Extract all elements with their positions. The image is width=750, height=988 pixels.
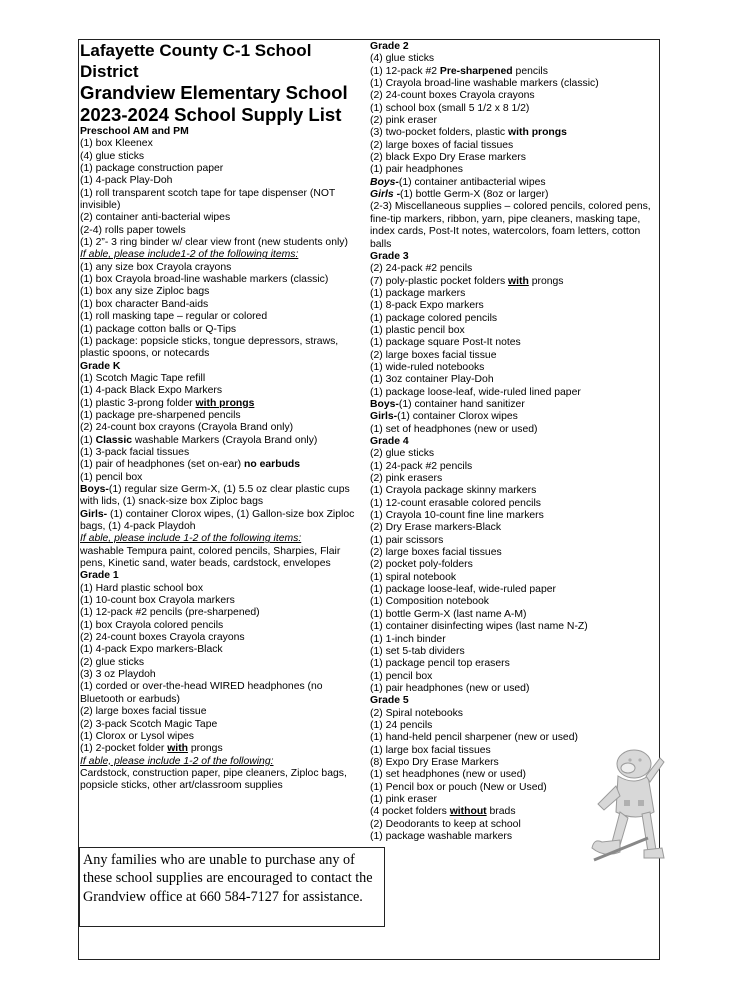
- list-item: (2) large boxes of facial tissues: [370, 139, 514, 151]
- list-item: (2) large boxes facial tissues: [370, 547, 502, 559]
- list-item: (1) package square Post-It notes: [370, 337, 521, 349]
- list-item: Cardstock, construction paper, pipe cleaners, Ziploc bags, popsicle sticks, other art/classroom supplies: [80, 767, 347, 792]
- emphasis-text: with prongs: [508, 127, 567, 139]
- list-item: (1) 12-count erasable colored pencils: [370, 497, 541, 509]
- list-item: (1) package pencil top erasers: [370, 658, 510, 670]
- list-item: (2) pink erasers: [370, 473, 443, 485]
- emphasis-text: Pre-sharpened: [439, 65, 513, 77]
- list-item: (1) pencil box: [80, 471, 143, 483]
- list-item: (1) box character Band-aids: [80, 298, 209, 310]
- left-column: [80, 41, 367, 793]
- list-item: (3) 3 oz Playdoh: [80, 669, 156, 681]
- grade1-heading: Grade 1: [80, 570, 119, 582]
- list-item: (1) Crayola broad-line washable markers (classic): [370, 78, 599, 90]
- list-item: (1) 4-pack Play-Doh: [80, 175, 173, 187]
- list-item: (1) Scotch Magic Tape refill: [80, 372, 206, 384]
- list-item: (1) hand-held pencil sharpener (new or used): [370, 732, 578, 744]
- preschool-heading: Preschool AM and PM: [80, 126, 189, 137]
- list-item: (2) container anti-bacterial wipes: [80, 212, 231, 224]
- item-text: prongs: [188, 743, 223, 755]
- list-item: (1) 3-pack facial tissues: [80, 446, 190, 458]
- emphasis-text: no earbuds: [244, 459, 301, 471]
- list-item: (1) pink eraser: [370, 793, 437, 805]
- item-text: (1) container hand sanitizer: [398, 398, 525, 410]
- list-item: (2) pink eraser: [370, 115, 437, 127]
- list-item: (1) package pre-sharpened pencils: [80, 409, 241, 421]
- list-item: (2) 24-count boxes Crayola crayons: [370, 90, 535, 102]
- item-text: (1) container Clorox wipes: [397, 411, 518, 423]
- list-item: (1) school box (small 5 1/2 x 8 1/2): [370, 102, 530, 114]
- list-item: [80, 398, 367, 410]
- list-item: (1) 24 pencils: [370, 719, 433, 731]
- item-text: washable Markers (Crayola Brand only): [132, 434, 318, 446]
- boys-label: Boys-: [370, 398, 399, 410]
- list-item: [80, 484, 367, 509]
- gradek-optional-note: If able, please include 1-2 of the following items:: [80, 533, 302, 545]
- item-text: pencils: [512, 65, 548, 77]
- list-item: (1) package colored pencils: [370, 312, 498, 324]
- list-item: (1) large box facial tissues: [370, 744, 491, 756]
- list-item: (1) box Crayola broad-line washable markers (classic): [80, 274, 329, 286]
- boys-label: Boys-: [370, 176, 399, 188]
- list-item: (1) Composition notebook: [370, 596, 489, 608]
- list-item: (2) 24-count box crayons (Crayola Brand only): [80, 422, 294, 434]
- list-item: (1) box any size Ziploc bags: [80, 286, 210, 298]
- emphasis-text: with prongs: [195, 397, 255, 409]
- list-item: [370, 66, 658, 78]
- item-text: (4 pocket folders: [370, 806, 450, 818]
- list-item: (1) 24-pack #2 pencils: [370, 460, 473, 472]
- list-item: (2) pocket poly-folders: [370, 559, 473, 571]
- list-item: (1) roll transparent scotch tape for tape dispenser (NOT invisible): [80, 187, 336, 212]
- list-item: (1) pencil box: [370, 670, 433, 682]
- list-item: (1) package washable markers: [370, 831, 513, 842]
- list-item: (4) glue sticks: [370, 53, 435, 65]
- item-text: prongs: [528, 275, 564, 287]
- list-item: (1) set 5-tab dividers: [370, 645, 465, 657]
- emphasis-text: with: [508, 275, 529, 287]
- girls-label: Girls -: [370, 189, 401, 201]
- list-item: (1) Crayola package skinny markers: [370, 485, 537, 497]
- list-item: (1) package cotton balls or Q-Tips: [80, 323, 237, 335]
- list-title: 2023-2024 School Supply List: [80, 104, 342, 125]
- list-item: (1) pair scissors: [370, 534, 444, 546]
- list-item: (1) set headphones (new or used): [370, 769, 526, 781]
- list-item: (1) package markers: [370, 287, 466, 299]
- assistance-notice: Any families who are unable to purchase any of these school supplies are encouraged to contact the Grandview office at 660 584-7127 for assistance.: [79, 847, 385, 927]
- list-item: (1) 3oz container Play-Doh: [370, 374, 494, 386]
- item-text: (1) bottle Germ-X (8oz or larger): [400, 189, 549, 201]
- list-item: [80, 435, 367, 447]
- list-item: (1) box Kleenex: [80, 138, 153, 150]
- item-text: (1): [80, 434, 96, 446]
- list-item: (2) Deodorants to keep at school: [370, 818, 521, 830]
- list-item: (1) plastic pencil box: [370, 324, 465, 336]
- item-text: (1) pair of headphones (set on-ear): [80, 459, 245, 471]
- list-item: (2) 24-pack #2 pencils: [370, 263, 473, 275]
- grade4-heading: Grade 4: [370, 436, 409, 447]
- grade5-heading: Grade 5: [370, 695, 409, 707]
- list-item: [80, 509, 367, 534]
- list-item: (2-3) Miscellaneous supplies – colored pencils, colored pens, fine-tip markers, ribbon, yarn, pipe cleaners, masking tape, index cards, Post-It notes, watercolors, foam letters, cotton balls: [370, 201, 651, 250]
- list-item: (1) set of headphones (new or used): [370, 423, 538, 435]
- list-item: (4) glue sticks: [80, 150, 145, 162]
- list-item: (2) glue sticks: [370, 448, 435, 460]
- list-item: [370, 177, 658, 189]
- list-item: [370, 411, 658, 423]
- list-item: [370, 127, 658, 139]
- list-item: (1) container disinfecting wipes (last name N-Z): [370, 621, 588, 633]
- list-item: (1) wide-ruled notebooks: [370, 361, 485, 373]
- emphasis-text: Classic: [95, 434, 132, 446]
- gradek-heading: Grade K: [80, 360, 121, 372]
- list-item: (1) 8-pack Expo markers: [370, 300, 484, 312]
- list-item: washable Tempura paint, colored pencils, Sharpies, Flair pens, Kinetic sand, water beads, cardstock, envelopes: [80, 545, 341, 570]
- girls-label: Girls-: [370, 411, 398, 423]
- item-text: (3) two-pocket folders, plastic: [370, 127, 509, 139]
- list-item: (2) glue sticks: [80, 656, 145, 668]
- list-item: (1) Hard plastic school box: [80, 582, 204, 594]
- item-text: brads: [486, 806, 516, 818]
- list-item: (1) spiral notebook: [370, 571, 457, 583]
- boys-label: Boys-: [80, 483, 109, 495]
- item-text: (1) plastic 3-prong folder: [80, 397, 196, 409]
- preschool-list: [80, 138, 367, 249]
- school-title: Grandview Elementary School: [80, 82, 348, 103]
- emphasis-text: with: [167, 743, 188, 755]
- list-item: (1) 12-pack #2 pencils (pre-sharpened): [80, 607, 260, 619]
- grade3-heading: Grade 3: [370, 250, 409, 262]
- list-item: (2) black Expo Dry Erase markers: [370, 152, 526, 164]
- list-item: (1) 4-pack Expo markers-Black: [80, 644, 223, 656]
- list-item: (1) pair headphones (new or used): [370, 682, 530, 694]
- list-item: (2) 24-count boxes Crayola crayons: [80, 632, 245, 644]
- district-title-line1: Lafayette County C-1 School: [80, 41, 312, 60]
- list-item: (8) Expo Dry Erase Markers: [370, 756, 499, 768]
- list-item: [370, 189, 658, 201]
- list-item: (2-4) rolls paper towels: [80, 224, 186, 236]
- list-item: (1) 4-pack Black Expo Markers: [80, 385, 223, 397]
- list-item: (2) Dry Erase markers-Black: [370, 522, 502, 534]
- list-item: (1) corded or over-the-head WIRED headphones (no Bluetooth or earbuds): [80, 681, 323, 705]
- list-item: (2) Spiral notebooks: [370, 707, 463, 719]
- item-text: (1) container antibacterial wipes: [398, 176, 546, 188]
- list-item: (1) Pencil box or pouch (New or Used): [370, 781, 547, 793]
- list-item: (2) 3-pack Scotch Magic Tape: [80, 718, 218, 730]
- list-item: (1) roll masking tape – regular or colored: [80, 311, 268, 323]
- list-item: (1) box Crayola colored pencils: [80, 619, 224, 631]
- list-item: [370, 276, 658, 288]
- bulldog-mascot-icon: [588, 742, 668, 872]
- preschool-optional-note: If able, please include1-2 of the following items:: [80, 249, 299, 261]
- list-item: (1) 2”- 3 ring binder w/ clear view front (new students only): [80, 237, 348, 249]
- item-text: (1) regular size Germ-X, (1) 5.5 oz clear plastic cups with lids, (1) snack-size box Ziploc bags: [80, 483, 350, 508]
- district-title-line2: District: [80, 61, 139, 81]
- list-item: (1) Crayola 10-count fine line markers: [370, 510, 544, 522]
- grade1-optional-note: If able, please include 1-2 of the following:: [80, 755, 274, 767]
- list-item: [80, 743, 367, 755]
- list-item: (1) 10-count box Crayola markers: [80, 595, 235, 607]
- list-item: (2) large boxes facial tissue: [80, 706, 207, 718]
- list-item: (1) package loose-leaf, wide-ruled paper: [370, 584, 556, 596]
- list-item: (1) package loose-leaf, wide-ruled lined paper: [370, 386, 581, 398]
- item-text: (7) poly-plastic pocket folders: [370, 275, 509, 287]
- list-item: (1) package construction paper: [80, 163, 224, 175]
- list-item: [370, 399, 658, 411]
- list-item: (2) large boxes facial tissue: [370, 349, 497, 361]
- preschool-optional-list: [80, 262, 367, 361]
- item-text: (1) 12-pack #2: [370, 65, 440, 77]
- list-item: (1) 1-inch binder: [370, 633, 446, 645]
- list-item: (1) package: popsicle sticks, tongue depressors, straws, plastic spoons, or notecards: [80, 335, 339, 360]
- emphasis-text: without: [449, 806, 487, 818]
- item-text: (1) container Clorox wipes, (1) Gallon-size box Ziploc bags, (1) 4-pack Playdoh: [80, 508, 355, 532]
- list-item: (1) Clorox or Lysol wipes: [80, 730, 194, 742]
- girls-label: Girls-: [80, 508, 108, 520]
- list-item: [80, 459, 367, 471]
- item-text: (1) 2-pocket folder: [80, 743, 168, 755]
- right-column: [370, 41, 658, 843]
- list-item: (1) pair headphones: [370, 164, 464, 176]
- grade2-heading: Grade 2: [370, 41, 409, 52]
- list-item: (1) bottle Germ-X (last name A-M): [370, 608, 527, 620]
- list-item: (1) any size box Crayola crayons: [80, 261, 232, 273]
